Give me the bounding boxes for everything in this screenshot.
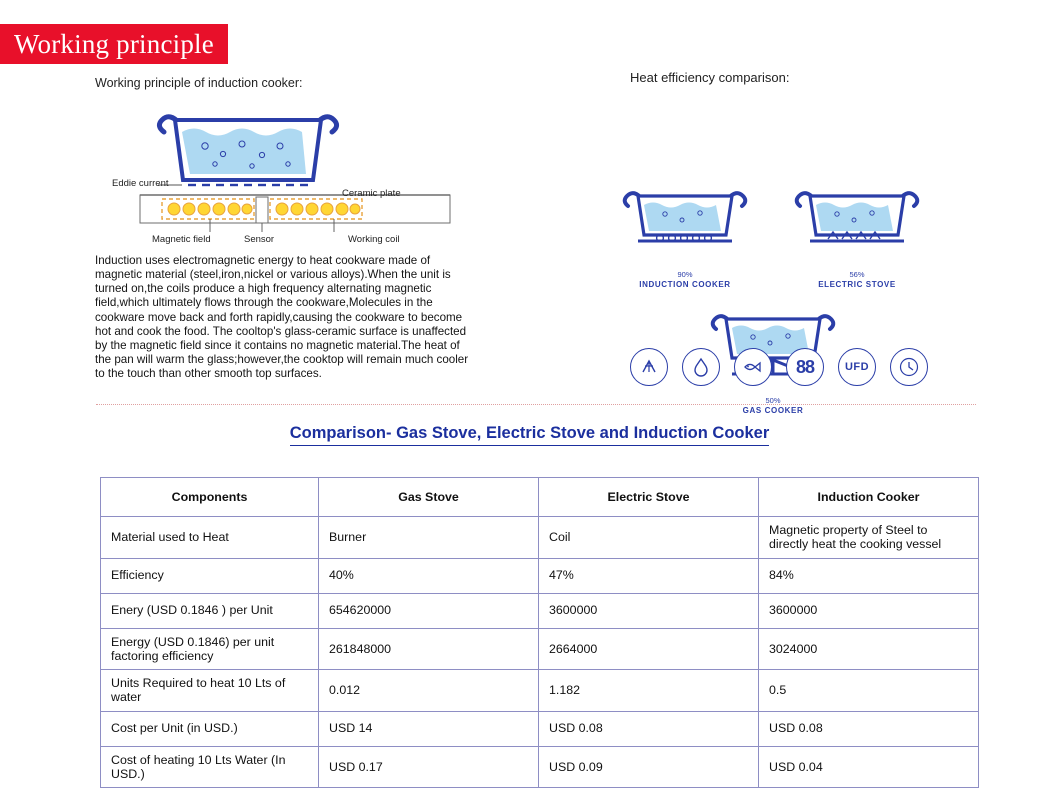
fish-icon bbox=[734, 348, 772, 386]
cell-electric: 2664000 bbox=[539, 628, 759, 670]
caption-sensor: Sensor bbox=[244, 234, 275, 245]
electric-stove-name: ELECTRIC STOVE bbox=[818, 280, 896, 289]
cell-gas: 40% bbox=[319, 558, 539, 593]
digits-icon: 88 bbox=[786, 348, 824, 386]
electric-stove-icon bbox=[792, 187, 922, 262]
table-row bbox=[101, 670, 979, 712]
cell-gas: 0.012 bbox=[319, 670, 539, 712]
col-header-gas-stove: Gas Stove bbox=[319, 478, 539, 517]
cell-electric: USD 0.08 bbox=[539, 711, 759, 746]
row-label: Efficiency bbox=[101, 558, 319, 593]
cooker-electric bbox=[782, 187, 932, 289]
table-row bbox=[101, 517, 979, 559]
table-row bbox=[101, 628, 979, 670]
table-row bbox=[101, 746, 979, 788]
section-divider bbox=[96, 404, 976, 405]
row-label: Cost per Unit (in USD.) bbox=[101, 711, 319, 746]
principle-paragraph: Induction uses electromagnetic energy to heat cookware made of magnetic material (steel,iron,nickel or various alloys).When the unit is turned on,the coils produce a high frequency alternating magnetic field,which ultimately flows through the cookware,Molecules in the cookware move back and forth rapidly,causing the cookware to become hot and cook the food. The cooltop's glass-ceramic surface is unaffected by the magnetic field since it contains no magnetic material.The heat of the pan will warm the glass;however,the cooktop will remain much cooler to the touch than other smooth top surfaces. bbox=[95, 254, 469, 381]
caption-ceramic-plate: Ceramic plate bbox=[342, 188, 401, 199]
table-row bbox=[101, 558, 979, 593]
water-drop-icon bbox=[682, 348, 720, 386]
ufd-icon: UFD bbox=[838, 348, 876, 386]
induction-efficiency: 90% bbox=[677, 270, 693, 279]
feature-badge-row bbox=[630, 348, 928, 386]
cell-gas: 261848000 bbox=[319, 628, 539, 670]
cell-induction: Magnetic property of Steel to directly heat the cooking vessel bbox=[759, 517, 979, 559]
cell-gas: USD 14 bbox=[319, 711, 539, 746]
cell-electric: 3600000 bbox=[539, 593, 759, 628]
cell-induction: 3600000 bbox=[759, 593, 979, 628]
cell-electric: USD 0.09 bbox=[539, 746, 759, 788]
electric-efficiency: 56% bbox=[849, 270, 865, 279]
cell-induction: 0.5 bbox=[759, 670, 979, 712]
timer-clock-icon bbox=[890, 348, 928, 386]
caption-eddie-current: Eddie current bbox=[112, 178, 169, 189]
caption-magnetic-field: Magnetic field bbox=[152, 234, 211, 245]
cooker-induction bbox=[610, 187, 760, 289]
col-header-induction-cooker: Induction Cooker bbox=[759, 478, 979, 517]
section-header-banner bbox=[0, 24, 228, 64]
cell-electric: 47% bbox=[539, 558, 759, 593]
gas-efficiency: 50% bbox=[765, 396, 781, 405]
cell-induction: 84% bbox=[759, 558, 979, 593]
cell-induction: USD 0.04 bbox=[759, 746, 979, 788]
col-header-electric-stove: Electric Stove bbox=[539, 478, 759, 517]
row-label: Cost of heating 10 Lts Water (In USD.) bbox=[101, 746, 319, 788]
cell-induction: 3024000 bbox=[759, 628, 979, 670]
table-row bbox=[101, 711, 979, 746]
row-label: Enery (USD 0.1846 ) per Unit bbox=[101, 593, 319, 628]
induction-cooker-name: INDUCTION COOKER bbox=[639, 280, 731, 289]
caption-working-coil: Working coil bbox=[348, 234, 400, 245]
cell-electric: Coil bbox=[539, 517, 759, 559]
cell-gas: Burner bbox=[319, 517, 539, 559]
corner-white-block bbox=[10, 723, 68, 765]
row-label: Energy (USD 0.1846) per unit factoring efficiency bbox=[101, 628, 319, 670]
table-row bbox=[101, 593, 979, 628]
comparison-table bbox=[100, 477, 979, 788]
gas-cooker-name: GAS COOKER bbox=[742, 406, 804, 415]
table-header-row bbox=[101, 478, 979, 517]
induction-cooker-icon bbox=[620, 187, 750, 262]
comparison-title bbox=[0, 424, 1059, 443]
cell-gas: USD 0.17 bbox=[319, 746, 539, 788]
col-header-components: Components bbox=[101, 478, 319, 517]
cell-induction: USD 0.08 bbox=[759, 711, 979, 746]
page-title: Working principle bbox=[14, 28, 214, 59]
comparison-title-text: Comparison- Gas Stove, Electric Stove and Induction Cooker bbox=[290, 424, 770, 446]
working-principle-label: Working principle of induction cooker: bbox=[95, 76, 303, 90]
induction-principle-diagram bbox=[112, 102, 470, 252]
cell-electric: 1.182 bbox=[539, 670, 759, 712]
heat-efficiency-label: Heat efficiency comparison: bbox=[630, 70, 790, 85]
row-label: Material used to Heat bbox=[101, 517, 319, 559]
pan-detect-icon bbox=[630, 348, 668, 386]
heat-efficiency-graphics bbox=[620, 95, 1020, 415]
principle-diagram-svg bbox=[120, 102, 470, 252]
cell-gas: 654620000 bbox=[319, 593, 539, 628]
row-label: Units Required to heat 10 Lts of water bbox=[101, 670, 319, 712]
